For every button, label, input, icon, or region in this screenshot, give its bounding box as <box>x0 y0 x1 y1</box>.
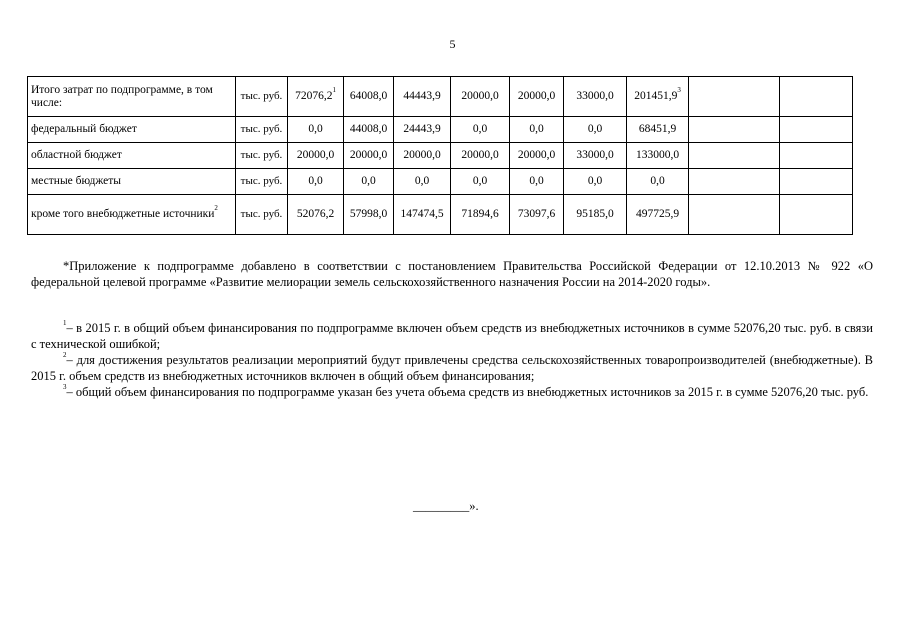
empty-cell <box>780 195 853 235</box>
value-cell <box>288 77 344 117</box>
value-text: 72076,2 <box>295 90 333 102</box>
value-cell <box>627 143 689 169</box>
budget-table-body <box>28 77 853 235</box>
value-cell <box>564 195 627 235</box>
value-cell <box>451 143 510 169</box>
value-text: 20000,0 <box>461 90 499 102</box>
value-cell <box>394 195 451 235</box>
footnote-3 <box>31 384 873 400</box>
table-row <box>28 77 853 117</box>
footnote-2-text: – для достижения результатов реализации мероприятий будут привлечены средства сельскохозяйственных товаропроизводителей (внебюджетные). В 2015 г. объем средств из внебюджетных источников включен в общий объем финансирования; <box>31 353 873 383</box>
value-text: 0,0 <box>587 175 603 187</box>
appendix-note <box>31 258 873 290</box>
value-text: 57998,0 <box>349 208 388 220</box>
footnote-2-mark: 2 <box>63 350 67 359</box>
empty-cell <box>689 195 780 235</box>
row-label <box>28 117 236 143</box>
row-unit: тыс. руб. <box>236 117 288 143</box>
value-text: 20000,0 <box>517 149 556 161</box>
value-cell <box>288 117 344 143</box>
value-text: 64008,0 <box>349 90 388 102</box>
value-text: 24443,9 <box>403 123 441 135</box>
value-text: 52076,2 <box>296 208 335 220</box>
value-cell <box>510 195 564 235</box>
value-cell <box>394 117 451 143</box>
value-cell <box>344 117 394 143</box>
value-text: 20000,0 <box>349 149 388 161</box>
empty-cell <box>689 169 780 195</box>
footnote-3-mark: 3 <box>63 382 67 391</box>
value-cell <box>394 169 451 195</box>
value-cell <box>510 143 564 169</box>
value-text: 0,0 <box>308 123 323 135</box>
value-cell <box>564 169 627 195</box>
row-label <box>28 195 236 235</box>
value-text: 0,0 <box>587 123 603 135</box>
empty-cell <box>689 117 780 143</box>
value-cell <box>344 77 394 117</box>
value-cell <box>288 195 344 235</box>
row-label-text: областной бюджет <box>31 149 122 161</box>
value-cell <box>344 169 394 195</box>
value-text: 20000,0 <box>517 90 556 102</box>
value-cell <box>564 77 627 117</box>
row-unit: тыс. руб. <box>236 195 288 235</box>
empty-cell <box>780 117 853 143</box>
value-footnote-mark: 3 <box>677 86 681 95</box>
value-cell <box>394 77 451 117</box>
value-cell <box>564 117 627 143</box>
table-row <box>28 117 853 143</box>
value-text: 20000,0 <box>461 149 499 161</box>
value-text: 133000,0 <box>635 149 680 161</box>
value-cell <box>510 77 564 117</box>
value-cell <box>627 195 689 235</box>
value-text: 0,0 <box>308 175 323 187</box>
row-unit: тыс. руб. <box>236 169 288 195</box>
value-text: 44443,9 <box>403 90 441 102</box>
row-label-footnote-mark: 2 <box>214 204 218 213</box>
value-text: 147474,5 <box>400 208 444 220</box>
value-cell <box>451 169 510 195</box>
value-cell <box>510 169 564 195</box>
value-text: 0,0 <box>529 175 544 187</box>
value-cell <box>627 169 689 195</box>
footnote-2 <box>31 352 873 384</box>
value-cell <box>627 77 689 117</box>
value-text: 33000,0 <box>576 149 614 161</box>
value-cell <box>288 143 344 169</box>
value-cell <box>510 117 564 143</box>
footnote-1-text: – в 2015 г. в общий объем финансирования по подпрограмме включен объем средств из внебюджетных источников в сумме 52076,20 тыс. руб. в связи с технической ошибкой; <box>31 321 873 351</box>
value-cell <box>288 169 344 195</box>
value-text: 20000,0 <box>296 149 335 161</box>
row-label <box>28 169 236 195</box>
value-text: 33000,0 <box>576 90 614 102</box>
value-text: 201451,9 <box>634 90 678 102</box>
value-text: 0,0 <box>361 175 376 187</box>
empty-cell <box>689 143 780 169</box>
empty-cell <box>780 143 853 169</box>
empty-cell <box>780 169 853 195</box>
value-text: 20000,0 <box>403 149 441 161</box>
value-cell <box>344 143 394 169</box>
footnote-1 <box>31 320 873 352</box>
row-unit: тыс. руб. <box>236 143 288 169</box>
row-label-text: федеральный бюджет <box>31 123 137 135</box>
value-text: 95185,0 <box>576 208 614 220</box>
value-text: 0,0 <box>472 123 488 135</box>
value-text: 73097,6 <box>517 208 556 220</box>
value-cell <box>627 117 689 143</box>
value-cell <box>451 195 510 235</box>
closing-mark: _________». <box>413 499 479 513</box>
budget-table <box>27 76 853 235</box>
empty-cell <box>689 77 780 117</box>
value-cell <box>344 195 394 235</box>
value-text: 0,0 <box>414 175 430 187</box>
row-label-text: Итого затрат по подпрограмме, в том числе: <box>31 83 213 109</box>
row-label-text: кроме того внебюджетные источники <box>31 208 215 220</box>
value-cell <box>451 77 510 117</box>
value-cell <box>451 117 510 143</box>
value-text: 0,0 <box>650 175 665 187</box>
value-text: 44008,0 <box>349 123 388 135</box>
footnote-3-text: – общий объем финансирования по подпрограмме указан без учета объема средств из внебюджетных источников за 2015 г. в сумме 52076,20 тыс. руб. <box>66 385 869 399</box>
value-cell <box>394 143 451 169</box>
table-row <box>28 143 853 169</box>
page-number: 5 <box>449 37 456 51</box>
row-label-text: местные бюджеты <box>31 175 122 187</box>
value-footnote-mark: 1 <box>332 86 336 95</box>
empty-cell <box>780 77 853 117</box>
row-label <box>28 77 236 117</box>
value-cell <box>564 143 627 169</box>
value-text: 71894,6 <box>461 208 499 220</box>
value-text: 0,0 <box>472 175 488 187</box>
value-text: 0,0 <box>529 123 544 135</box>
row-label <box>28 143 236 169</box>
appendix-note-text: *Приложение к подпрограмме добавлено в соответствии с постановлением Правительства Российской Федерации от 12.10.2013 № 922 «О федеральной целевой программе «Развитие мелиорации земель сельскохозяйственного назначения России на 2014-2020 годы». <box>31 259 873 289</box>
table-row <box>28 169 853 195</box>
value-text: 497725,9 <box>635 208 680 220</box>
row-unit: тыс. руб. <box>236 77 288 117</box>
value-text: 68451,9 <box>638 123 677 135</box>
footnotes <box>31 320 873 400</box>
footnote-1-mark: 1 <box>63 318 67 327</box>
table-row <box>28 195 853 235</box>
